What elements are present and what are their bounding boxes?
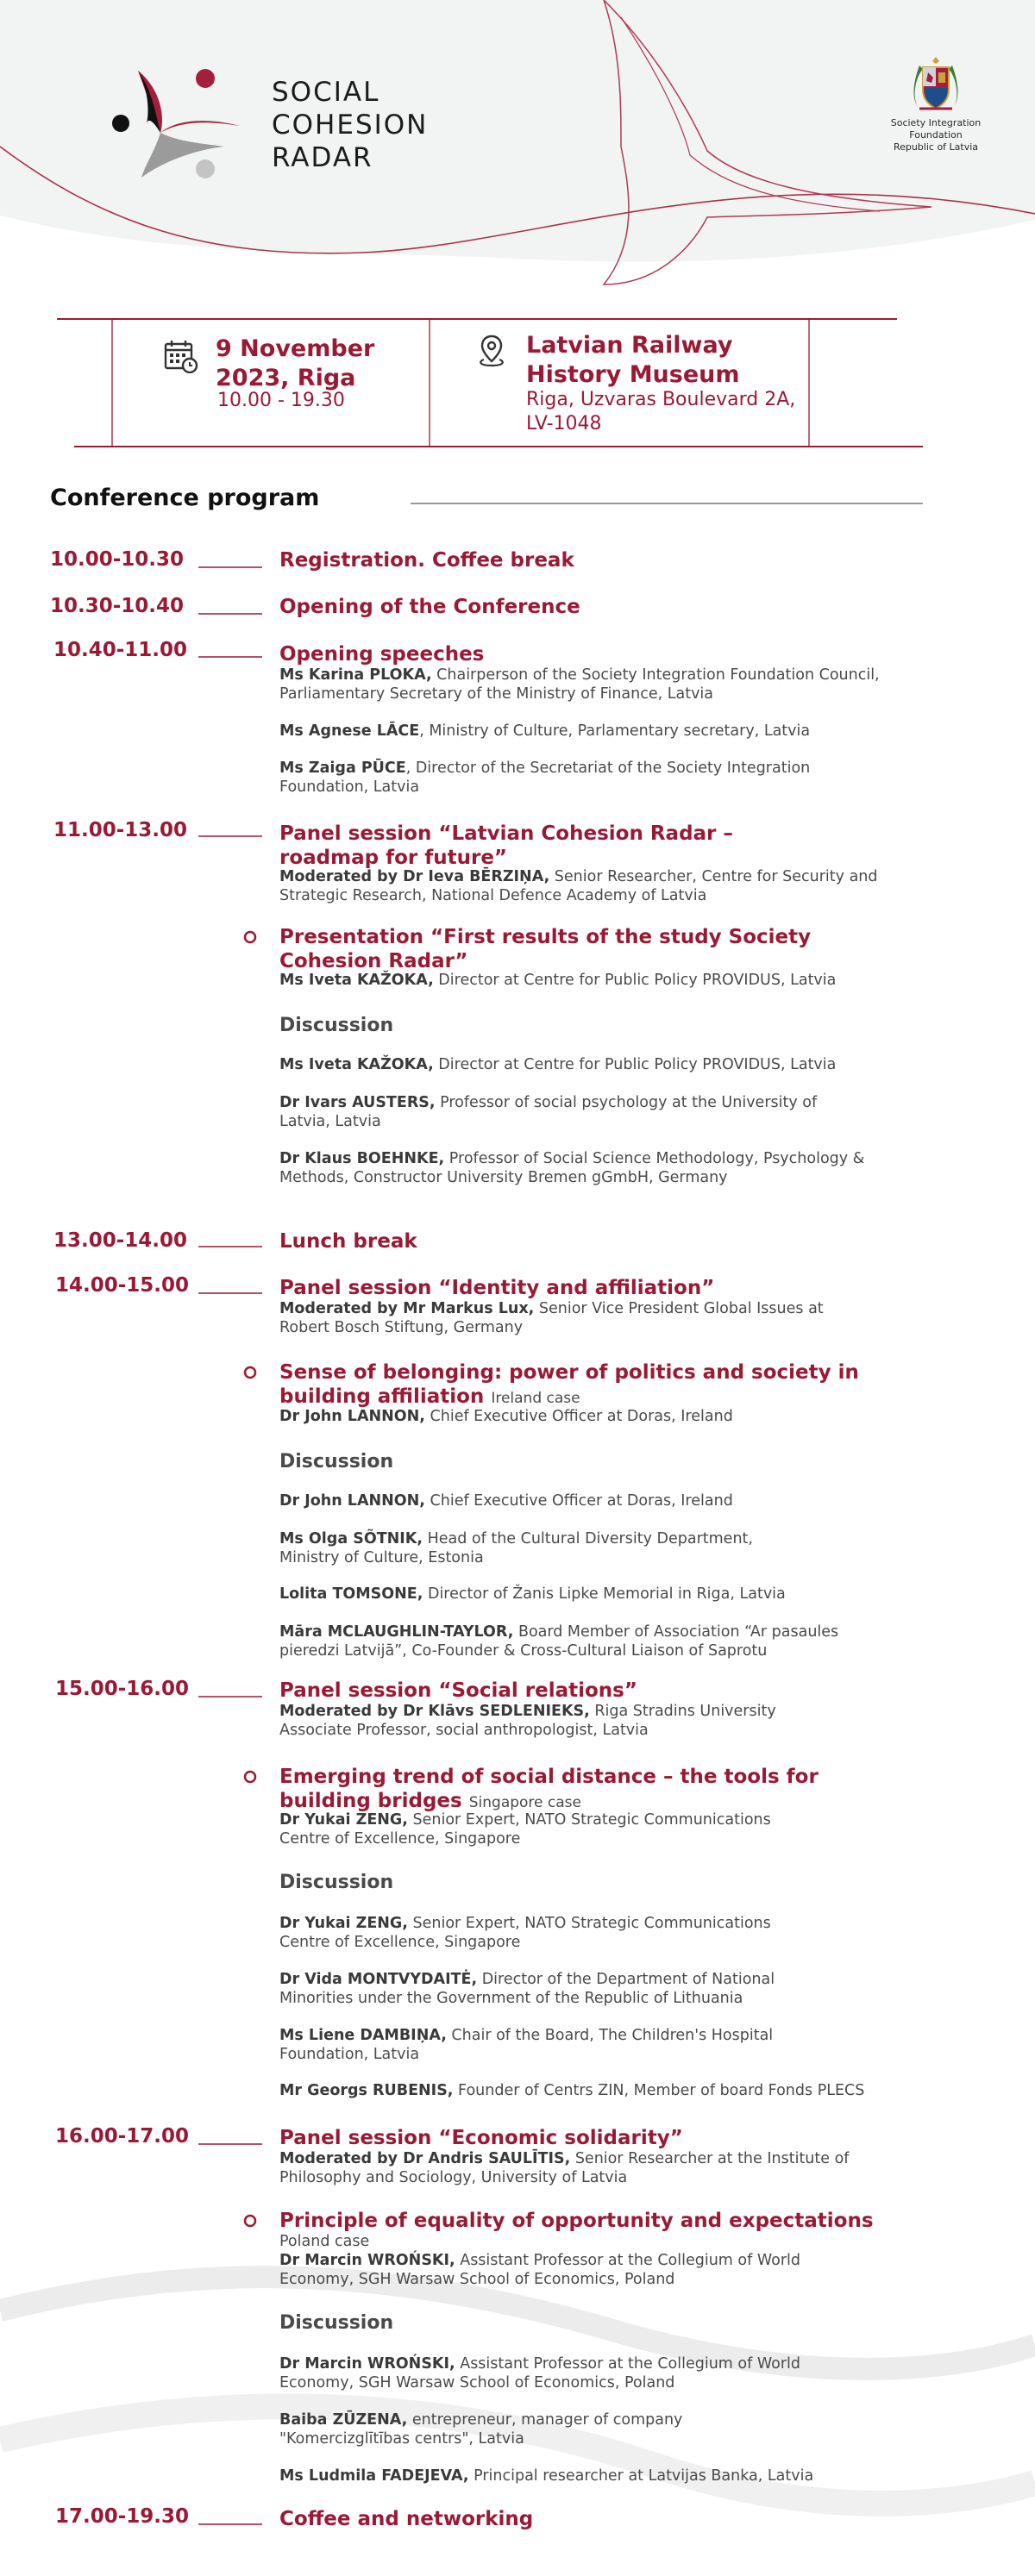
case-title: [279, 1765, 857, 1815]
speaker: [279, 722, 918, 741]
case-note: Poland case: [279, 2233, 370, 2250]
moderator: [279, 867, 883, 905]
panelist-name: Dr Ivars AUSTERS,: [279, 1094, 436, 1111]
event-date: 9 November 2023, Riga: [216, 335, 375, 391]
session-title: Coffee and networking: [279, 2508, 534, 2530]
program-title: Conference program: [50, 485, 320, 511]
bullet-3: [245, 1772, 255, 1782]
moderator-desc: Senior Researcher at the Institute of Philosophy and Sociology, University of Latvia: [279, 2150, 850, 2186]
speaker: [279, 759, 866, 797]
panelist-desc: Founder of Centrs ZIN, Member of board Fonds PLECS: [453, 2082, 865, 2099]
panelist-desc: Principal researcher at Latvijas Banka, Latvia: [468, 2467, 814, 2485]
speaker-name: Ms Zaiga PŪCE: [279, 760, 406, 777]
latvia-coat-of-arms-icon: [906, 53, 966, 116]
panelist-desc: Board Member of Association “Ar pasaules pieredzi Latvijā”, Co-Founder & Cross-Cultural Liaison of Saprotu: [279, 1623, 839, 1660]
panelist-desc: Professor of Social Science Methodology, Psychology & Methods, Constructor University Bremen gGmbH, Germany: [279, 1150, 865, 1186]
moderator-name: Moderated by Mr Markus Lux,: [279, 1300, 535, 1317]
case-speaker-name: Dr Marcin WROŃSKI,: [279, 2252, 455, 2269]
session-title: Lunch break: [279, 1230, 417, 1253]
moderator: [279, 2149, 866, 2187]
event-time: 10.00 - 19.30: [217, 390, 345, 411]
panelist-desc: Head of the Cultural Diversity Department, Ministry of Culture, Estonia: [279, 1530, 753, 1566]
panelist-name: Ms Iveta KAŽOKA,: [279, 1056, 434, 1073]
discussion-heading: Discussion: [279, 1872, 394, 1893]
discussion-heading: Discussion: [279, 1451, 394, 1472]
session-time: 14.00-15.00: [55, 1274, 190, 1297]
speaker: [279, 666, 918, 703]
panelist: [279, 2410, 797, 2448]
panelist-desc: Professor of social psychology at the University of Latvia, Latvia: [279, 1094, 818, 1130]
speaker-desc: , Director of the Secretariat of the Society Integration Foundation, Latvia: [279, 760, 811, 796]
speaker-desc: Chairperson of the Society Integration Foundation Council, Parliamentary Secretary of the Ministry of Finance, Latvia: [279, 666, 880, 703]
panelist: [279, 1093, 831, 1131]
session-time: 13.00-14.00: [53, 1229, 188, 1252]
panelist: [279, 2467, 918, 2485]
bullet-4: [245, 2216, 255, 2226]
case-speaker-desc: Chief Executive Officer at Doras, Ireland: [424, 1408, 733, 1425]
case-speaker: [279, 2251, 814, 2289]
moderator-desc: Senior Vice President Global Issues at Robert Bosch Stiftung, Germany: [279, 1300, 824, 1336]
presenter-name: Ms Iveta KAŽOKA,: [279, 972, 434, 989]
event-address: Riga, Uzvaras Boulevard 2A, LV-1048: [526, 389, 796, 435]
case-title-text: Sense of belonging: power of politics and society in building affiliation: [279, 1361, 859, 1408]
org-name: [873, 117, 999, 153]
discussion-heading: Discussion: [279, 1015, 394, 1036]
panelist-name: Dr Yukai ZENG,: [279, 1915, 408, 1932]
session-time: 10.30-10.40: [50, 595, 185, 617]
session-title: Panel session “Latvian Cohesion Radar – roadmap for future”: [279, 822, 733, 869]
panelist-name: Dr John LANNON,: [279, 1492, 425, 1510]
panelist: [279, 2026, 814, 2064]
panelist-desc: Senior Expert, NATO Strategic Communications Centre of Excellence, Singapore: [279, 1915, 771, 1951]
panelist-name: Dr Marcin WROŃSKI,: [279, 2355, 455, 2373]
panelist-name: Lolita TOMSONE,: [279, 1585, 423, 1603]
session-title: Opening speeches: [279, 643, 485, 666]
moderator-name: Moderated by Dr Ieva BĒRZIŅA,: [279, 868, 550, 885]
case-speaker-name: Dr John LANNON,: [279, 1408, 425, 1425]
panelist-desc: Chair of the Board, The Children's Hospital Foundation, Latvia: [279, 2027, 774, 2063]
logo-wordmark: [272, 76, 428, 174]
org-line-2: Foundation: [909, 129, 963, 141]
moderator-name: Moderated by Dr Klāvs SEDLENIEKS,: [279, 1703, 590, 1720]
session-time: 16.00-17.00: [55, 2125, 190, 2148]
case-note: Singapore case: [468, 1794, 581, 1811]
case-title: [279, 1360, 883, 1410]
panelist-desc: Director at Centre for Public Policy PROVIDUS, Latvia: [433, 1056, 837, 1073]
case-speaker-name: Dr Yukai ZENG,: [279, 1811, 408, 1829]
panelist-name: Ms Liene DAMBIŅA,: [279, 2027, 447, 2044]
panelist-name: Ms Olga SÕTNIK,: [279, 1530, 423, 1547]
presenter: [279, 971, 918, 990]
session-title: Panel session “Economic solidarity”: [279, 2127, 683, 2149]
presenter-desc: Director at Centre for Public Policy PROVIDUS, Latvia: [433, 972, 837, 989]
session-time: 11.00-13.00: [53, 819, 188, 841]
panelist-name: Dr Klaus BOEHNKE,: [279, 1150, 445, 1167]
panelist-desc: Director of the Department of National Minorities under the Government of the Republic of Lithuania: [279, 1971, 775, 2007]
session-title: Panel session “Identity and affiliation”: [279, 1277, 715, 1299]
case-speaker: [279, 1407, 918, 1426]
session-title: Panel session “Social relations”: [279, 1679, 637, 1702]
moderator-desc: Senior Researcher, Centre for Security and Strategic Research, National Defence Academy of Latvia: [279, 868, 878, 904]
session-time: 10.40-11.00: [53, 639, 188, 661]
panelist-name: Mr Georgs RUBENIS,: [279, 2082, 454, 2099]
logo-line-2: COHESION: [272, 109, 429, 141]
session-title: Opening of the Conference: [279, 596, 580, 618]
case-title: Principle of equality of opportunity and expectations: [279, 2210, 874, 2232]
case-speaker-desc: Senior Expert, NATO Strategic Communications Centre of Excellence, Singapore: [279, 1811, 771, 1848]
case-title-text: Emerging trend of social distance – the tools for building bridges: [279, 1766, 819, 1812]
panelist: [279, 1914, 814, 1952]
moderator: [279, 1299, 866, 1337]
moderator-desc: Riga Stradins University Associate Professor, social anthropologist, Latvia: [279, 1703, 776, 1739]
panelist-desc: Director of Žanis Lipke Memorial in Riga, Latvia: [423, 1585, 786, 1603]
panelist: [279, 1623, 883, 1660]
session-time: 17.00-19.30: [55, 2505, 190, 2528]
logo-line-1: SOCIAL: [272, 77, 380, 108]
social-cohesion-radar-logo-icon: [112, 64, 250, 193]
bullet-1: [245, 932, 255, 942]
logo-line-3: RADAR: [272, 142, 373, 173]
case-speaker-desc: Assistant Professor at the Collegium of World Economy, SGH Warsaw School of Economics, Poland: [279, 2252, 800, 2288]
panelist: [279, 1585, 918, 1604]
presentation-title: Presentation “First results of the study Society Cohesion Radar”: [279, 926, 812, 972]
case-note: Ireland case: [491, 1390, 580, 1407]
speaker-desc: , Ministry of Culture, Parlamentary secretary, Latvia: [419, 722, 811, 740]
session-time: 10.00-10.30: [50, 548, 185, 571]
panelist-desc: Assistant Professor at the Collegium of World Economy, SGH Warsaw School of Economics, Poland: [279, 2355, 800, 2392]
panelist: [279, 1529, 797, 1567]
discussion-heading: Discussion: [279, 2312, 394, 2334]
panelist-name: Māra MCLAUGHLIN-TAYLOR,: [279, 1623, 514, 1641]
panelist: [279, 1149, 918, 1187]
speaker-name: Ms Karina PLOKA,: [279, 666, 432, 684]
location-pin-icon: [475, 334, 508, 368]
panelist: [279, 1491, 918, 1510]
panelist: [279, 1970, 814, 2008]
panelist: [279, 2354, 814, 2392]
panelist: [279, 2081, 935, 2100]
panelist-desc: entrepreneur, manager of company "Komercizglītības centrs", Latvia: [279, 2411, 683, 2448]
speaker-name: Ms Agnese LĀCE: [279, 722, 420, 740]
panelist: [279, 1055, 918, 1074]
moderator-name: Moderated by Dr Andris SAULĪTIS,: [279, 2150, 571, 2167]
bullet-2: [245, 1367, 255, 1378]
session-title: Registration. Coffee break: [279, 549, 574, 572]
event-venue: Latvian Railway History Museum: [526, 332, 740, 388]
panelist-name: Baiba ZŪZENA,: [279, 2411, 408, 2429]
org-line-3: Republic of Latvia: [893, 141, 979, 153]
panelist-name: Ms Ludmila FADEJEVA,: [279, 2467, 469, 2485]
case-speaker: [279, 1810, 814, 1848]
org-line-1: Society Integration: [890, 117, 982, 128]
calendar-icon: [164, 339, 198, 373]
session-time: 15.00-16.00: [55, 1678, 190, 1700]
panelist-name: Dr Vida MONTVYDAITĖ,: [279, 1971, 478, 1988]
panelist-desc: Chief Executive Officer at Doras, Ireland: [424, 1492, 733, 1510]
moderator: [279, 1702, 831, 1740]
